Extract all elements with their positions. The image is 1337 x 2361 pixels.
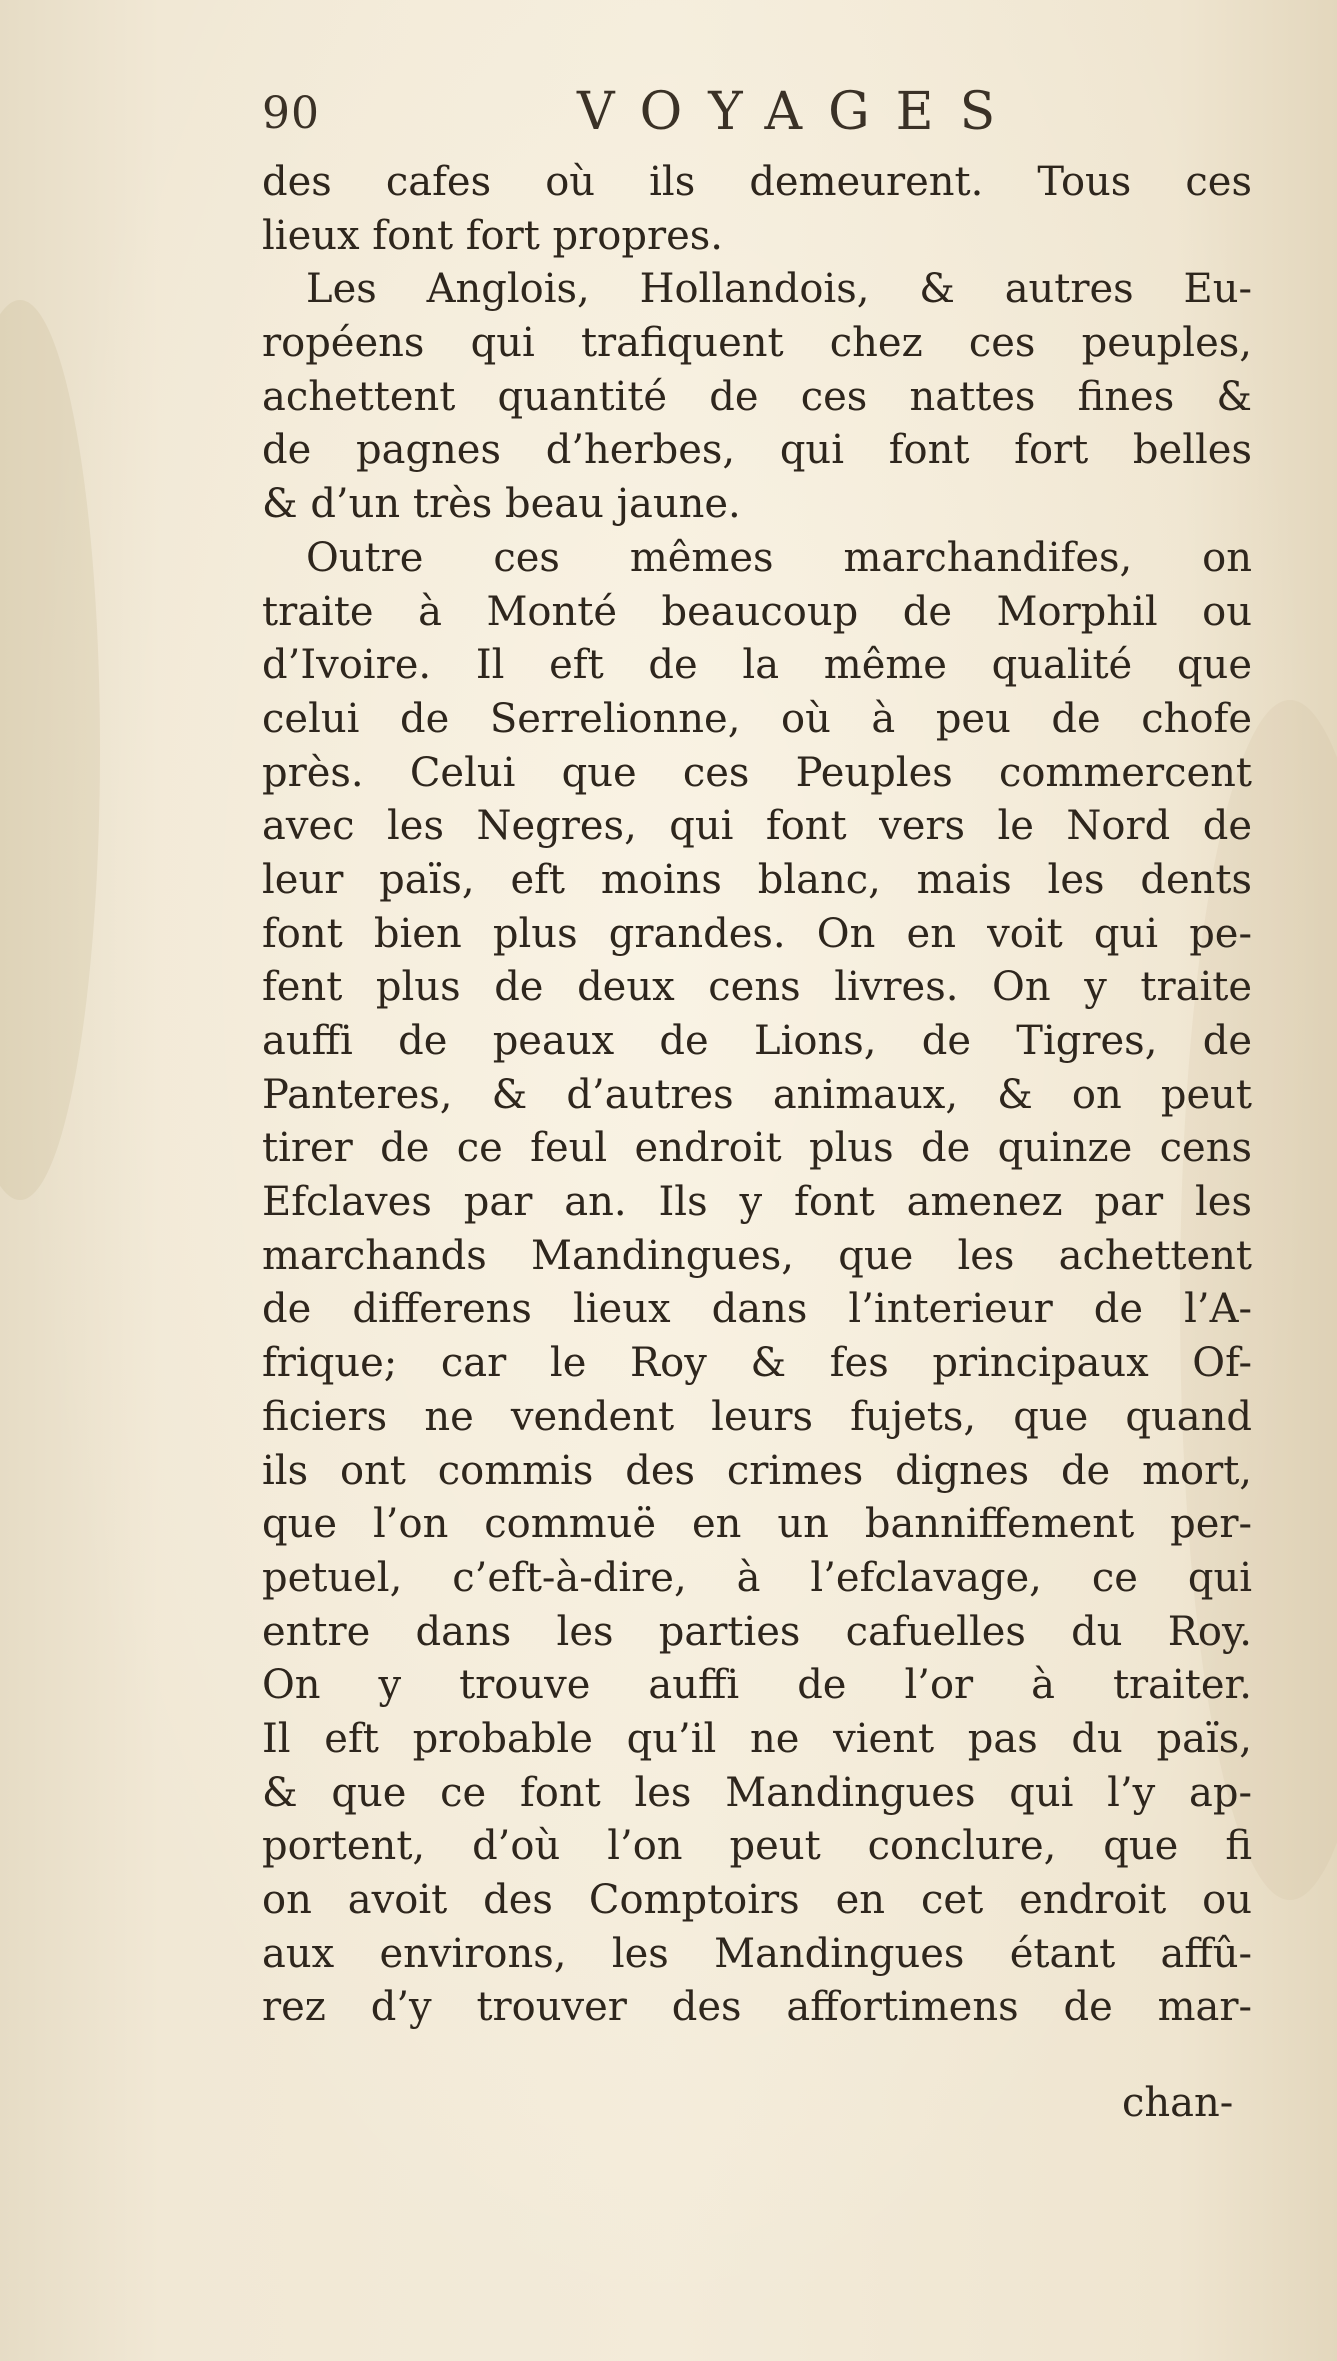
text-line: font bien plus grandes. On en voit qui pe- [262,910,1252,957]
running-head: VOYAGES [577,82,1022,142]
text-line: Il eft probable qu’il ne vient pas du païs, [262,1715,1252,1762]
text-line: On y trouve auffi de l’or à traiter. [262,1662,1252,1709]
body-text [262,156,1252,2035]
text-line: petuel, c’eft-à-dire, à l’efclavage, ce qui [262,1554,1252,1601]
text-line: portent, d’où l’on peut conclure, que fi [262,1823,1252,1870]
text-line: Efclaves par an. Ils y font amenez par les [262,1179,1252,1226]
text-line: lieux font fort propres. [262,212,723,259]
text-line: des cafes où ils demeurent. Tous ces [262,159,1252,205]
page-number: 90 [262,88,320,139]
text-line: de pagnes d’herbes, qui font fort belles [262,427,1252,474]
text-line: tirer de ce feul endroit plus de quinze cens [262,1125,1252,1172]
text-line: traite à Monté beaucoup de Morphil ou [262,588,1252,635]
text-line: auffi de peaux de Lions, de Tigres, de [262,1018,1252,1064]
text-line: Les Anglois, Hollandois, & autres Eu- [306,266,1252,313]
text-line: entre dans les parties cafuelles du Roy. [262,1608,1252,1655]
page-edge-shadow [0,300,100,1200]
text-line: près. Celui que ces Peuples commercent [262,749,1252,796]
text-line: marchands Mandingues, que les achettent [262,1232,1252,1279]
text-line: rez d’y trouver des affortimens de mar- [262,1984,1252,2031]
text-line: achettent quantité de ces nattes fines & [262,373,1252,420]
text-line: celui de Serrelionne, où à peu de chofe [262,695,1252,742]
text-line: on avoit des Comptoirs en cet endroit ou [262,1877,1252,1923]
text-line: ropéens qui trafiquent chez ces peuples, [262,320,1252,367]
text-line: fent plus de deux cens livres. On y traite [262,964,1252,1011]
text-line: frique; car le Roy & fes principaux Of- [262,1340,1252,1387]
text-line: avec les Negres, qui font vers le Nord de [262,803,1252,850]
text-line: Outre ces mêmes marchandifes, on [306,534,1252,581]
text-line: & que ce font les Mandingues qui l’y ap- [262,1769,1252,1816]
text-line: & d’un très beau jaune. [262,481,741,528]
text-line: Panteres, & d’autres animaux, & on peut [262,1071,1252,1118]
catchword: chan- [1122,2080,1234,2126]
text-line: aux environs, les Mandingues étant affû- [262,1930,1252,1977]
text-line: leur païs, eft moins blanc, mais les dents [262,856,1252,903]
text-line: que l’on commuë en un banniffement per- [262,1501,1252,1548]
text-line: d’Ivoire. Il eft de la même qualité que [262,642,1252,689]
text-line: ficiers ne vendent leurs fujets, que quand [262,1393,1252,1440]
page-header [262,82,1092,146]
text-line: de differens lieux dans l’interieur de l’A- [262,1286,1252,1333]
text-line: ils ont commis des crimes dignes de mort, [262,1447,1252,1494]
